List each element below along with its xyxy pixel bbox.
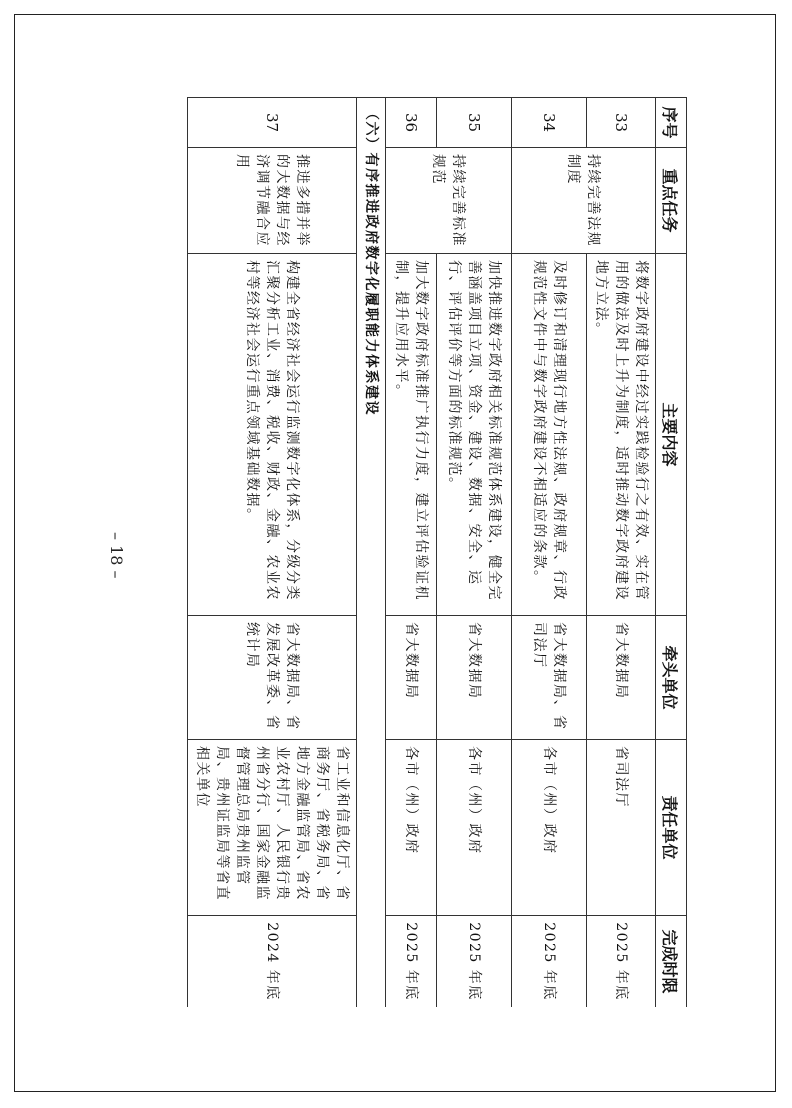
cell-content: 加快推进数字政府相关标准规范体系建设，健全完善涵盖项目立项、资金、建设、数据、安全、运行、评估评价等方面的标准规范。	[437, 254, 512, 616]
table-row-37	[188, 98, 357, 1008]
cell-lead: 省大数据局	[587, 616, 656, 740]
cell-seq: 33	[587, 98, 656, 148]
table-row-33	[587, 98, 656, 1008]
cell-seq: 36	[386, 98, 437, 148]
cell-deadline: 2025 年底	[512, 916, 587, 1008]
header-deadline: 完成时限	[656, 916, 687, 1008]
cell-lead: 省大数据局	[386, 616, 437, 740]
cell-seq: 34	[512, 98, 587, 148]
cell-seq: 37	[188, 98, 357, 148]
cell-lead: 省大数据局、省发展改革委、省统计局	[188, 616, 357, 740]
cell-content: 构建全省经济社会运行监测数字化体系，分级分类汇聚分析工业、消费、税收、财政、金融、农业农村等经济社会运行重点领域基础数据。	[188, 254, 357, 616]
cell-task: 持续完善法规制度	[512, 148, 656, 254]
cell-resp: 各市（州）政府	[512, 740, 587, 916]
cell-seq: 35	[437, 98, 512, 148]
cell-lead: 省大数据局	[437, 616, 512, 740]
cell-content: 及时修订和清理现行地方性法规、政府规章、行政规范性文件中与数字政府建设不相适应的条款。	[512, 254, 587, 616]
header-task: 重点任务	[656, 148, 687, 254]
header-resp: 责任单位	[656, 740, 687, 916]
rotated-table-container	[144, 97, 687, 1007]
section-heading: （六）有序推进政府数字化履职能力体系建设	[357, 98, 386, 1008]
cell-resp: 各市（州）政府	[437, 740, 512, 916]
header-lead: 牵头单位	[656, 616, 687, 740]
cell-resp: 省工业和信息化厅、省商务厅、省税务局、省地方金融监管局、省农业农村厅、人民银行贵州省分行、国家金融监督管理总局贵州监管局、贵州证监局等省直相关单位	[188, 740, 357, 916]
cell-deadline: 2025 年底	[587, 916, 656, 1008]
table-row-35	[437, 98, 512, 1008]
cell-resp: 各市（州）政府	[386, 740, 437, 916]
table-viewport	[144, 97, 687, 1007]
cell-deadline: 2025 年底	[386, 916, 437, 1008]
cell-task: 推进多措并举的大数据与经济调节融合应用	[188, 148, 357, 254]
cell-lead: 省大数据局、省司法厅	[512, 616, 587, 740]
page-number: – 18 –	[107, 531, 126, 579]
cell-resp: 省司法厅	[587, 740, 656, 916]
cell-content: 将数字政府建设中经过实践检验行之有效、实在管用的做法及时上升为制度，适时推动数字政府建设地方立法。	[587, 254, 656, 616]
cell-task: 持续完善标准规范	[386, 148, 512, 254]
header-content: 主要内容	[656, 254, 687, 616]
header-seq: 序号	[656, 98, 687, 148]
section-row	[357, 98, 386, 1008]
task-table	[187, 97, 687, 1007]
cell-deadline: 2024 年底	[188, 916, 357, 1008]
table-header-row	[656, 98, 687, 1008]
cell-deadline: 2025 年底	[437, 916, 512, 1008]
cell-content: 加大数字政府标准推广执行力度，建立评估验证机制，提升应用水平。	[386, 254, 437, 616]
